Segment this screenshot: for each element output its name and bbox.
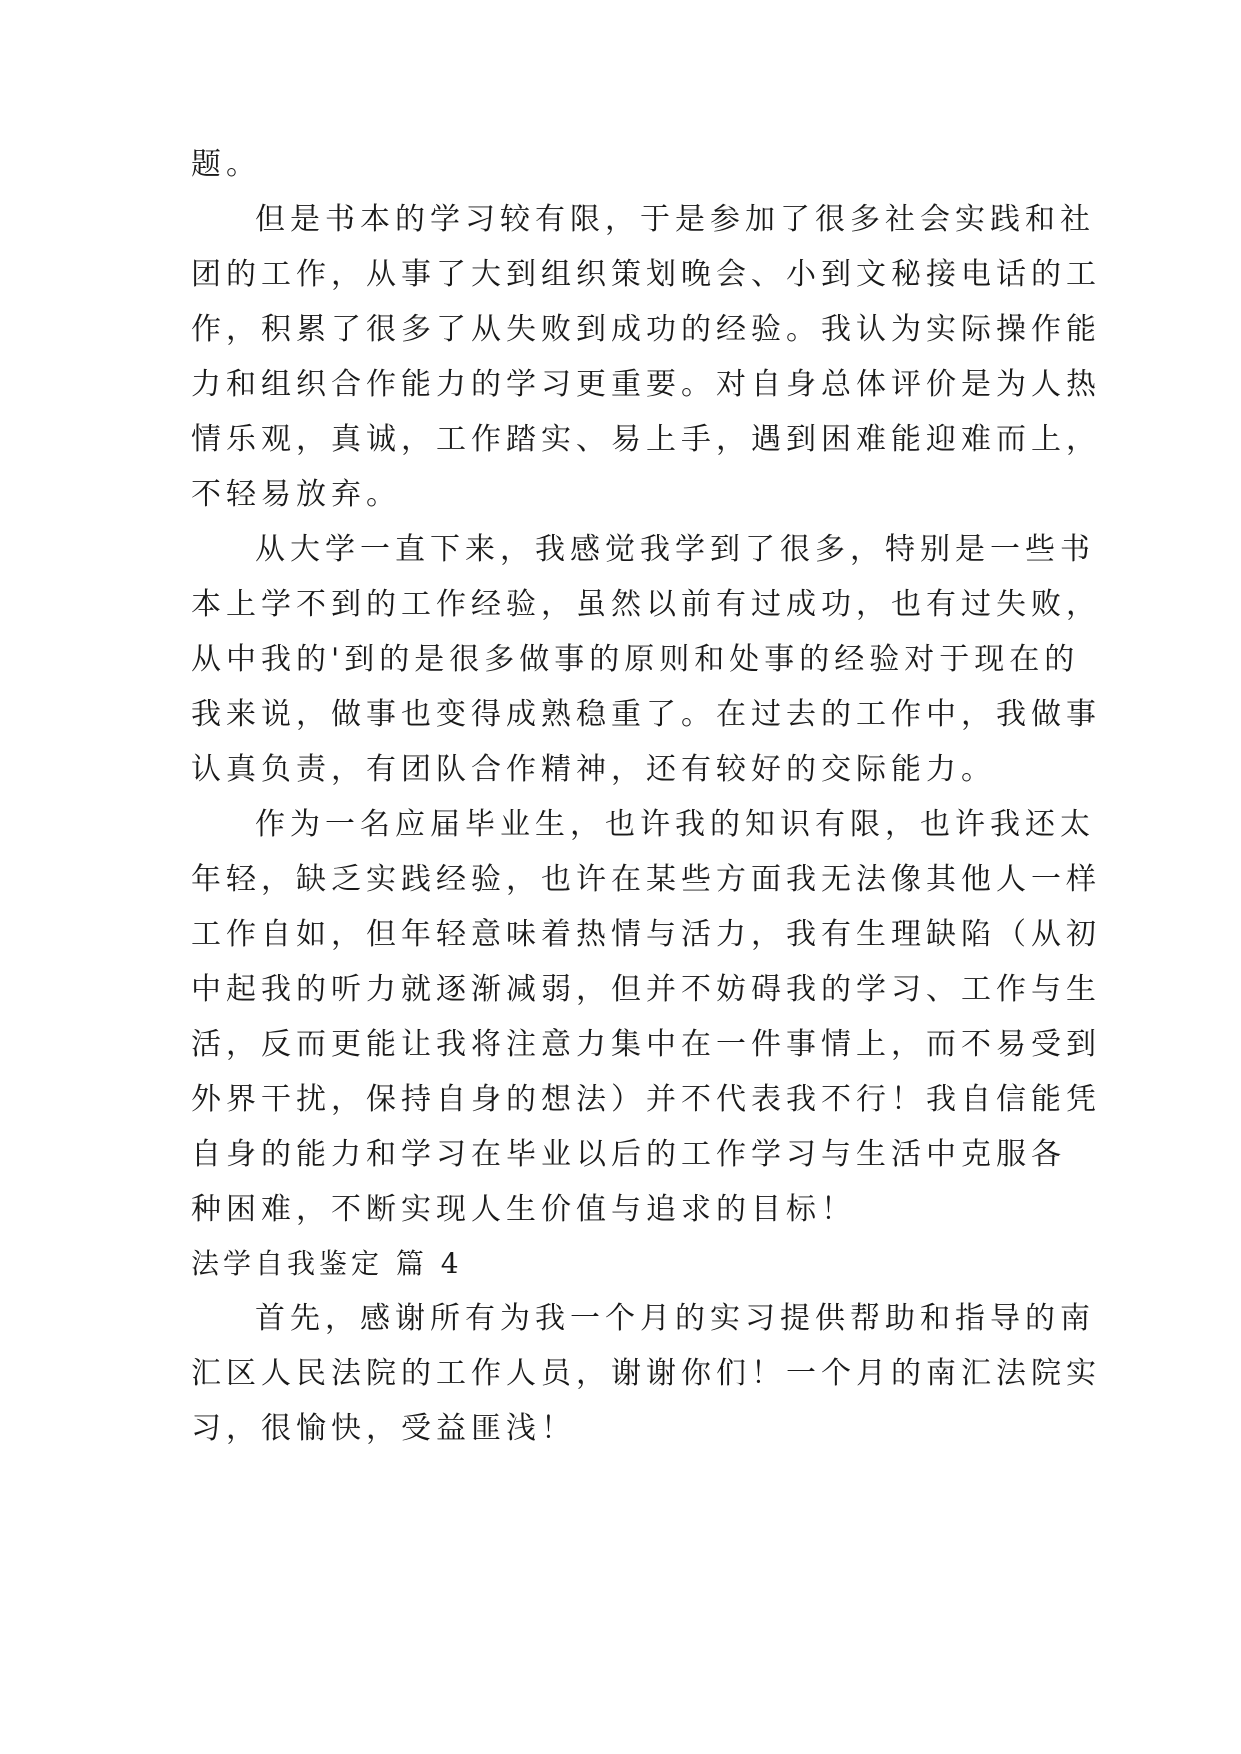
paragraph-line: 不轻易放弃。 <box>191 477 401 512</box>
section-heading: 法学自我鉴定 篇 4 <box>191 1247 463 1280</box>
paragraph-line: 题。 <box>191 147 261 182</box>
paragraph-line: 中起我的听力就逐渐减弱，但并不妨碍我的学习、工作与生 <box>191 972 1101 1007</box>
paragraph-line: 工作自如，但年轻意味着热情与活力，我有生理缺陷（从初 <box>191 917 1101 952</box>
paragraph-line: 但是书本的学习较有限，于是参加了很多社会实践和社 <box>255 202 1095 237</box>
paragraph-line: 活，反而更能让我将注意力集中在一件事情上，而不易受到 <box>191 1027 1101 1062</box>
paragraph-line: 汇区人民法院的工作人员，谢谢你们！一个月的南汇法院实 <box>191 1356 1101 1391</box>
paragraph-line: 年轻，缺乏实践经验，也许在某些方面我无法像其他人一样 <box>191 862 1101 897</box>
paragraph-line: 团的工作，从事了大到组织策划晚会、小到文秘接电话的工 <box>191 257 1101 292</box>
paragraph-line: 从大学一直下来，我感觉我学到了很多，特别是一些书 <box>255 532 1095 567</box>
paragraph-line: 习，很愉快，受益匪浅！ <box>191 1411 576 1446</box>
paragraph-line: 作为一名应届毕业生，也许我的知识有限，也许我还太 <box>255 807 1095 842</box>
paragraph-line: 我来说，做事也变得成熟稳重了。在过去的工作中，我做事 <box>191 697 1101 732</box>
paragraph-line: 自身的能力和学习在毕业以后的工作学习与生活中克服各 <box>191 1137 1066 1172</box>
paragraph-line: 外界干扰，保持自身的想法）并不代表我不行！我自信能凭 <box>191 1082 1101 1117</box>
paragraph-line: 认真负责，有团队合作精神，还有较好的交际能力。 <box>191 752 996 787</box>
paragraph-line: 作，积累了很多了从失败到成功的经验。我认为实际操作能 <box>191 312 1101 347</box>
paragraph-line: 本上学不到的工作经验，虽然以前有过成功，也有过失败， <box>191 587 1101 622</box>
paragraph-line: 种困难，不断实现人生价值与追求的目标！ <box>191 1192 856 1227</box>
paragraph-line: 情乐观，真诚，工作踏实、易上手，遇到困难能迎难而上， <box>191 422 1101 457</box>
paragraph-line: 力和组织合作能力的学习更重要。对自身总体评价是为人热 <box>191 367 1101 402</box>
paragraph-line: 从中我的'到的是很多做事的原则和处事的经验对于现在的 <box>191 642 1080 677</box>
paragraph-line: 首先，感谢所有为我一个月的实习提供帮助和指导的南 <box>255 1301 1095 1336</box>
